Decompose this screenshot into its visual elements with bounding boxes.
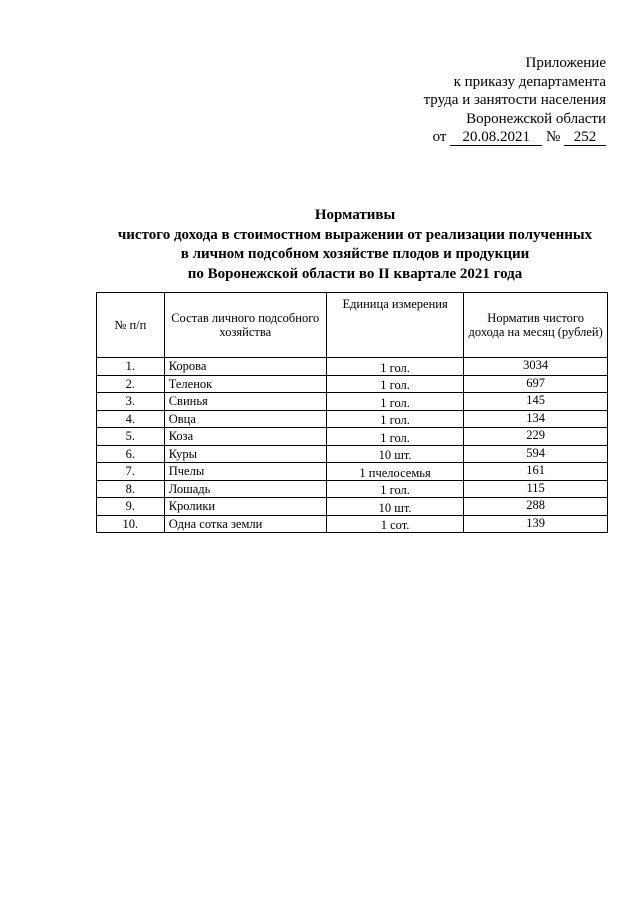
table-row: [97, 375, 608, 393]
row-unit: 1 гол.: [326, 358, 463, 376]
appendix-region: Воронежской области: [466, 110, 606, 127]
row-unit: 10 шт.: [326, 445, 463, 463]
row-number: 9.: [97, 498, 165, 516]
title-line-1: Нормативы: [314, 207, 396, 223]
table-row: [97, 445, 608, 463]
table-row: [97, 393, 608, 411]
title-line-2: чистого дохода в стоимостном выражении от реализации полученных: [117, 226, 593, 243]
row-value: 134: [464, 410, 608, 428]
order-date: 20.08.2021: [450, 129, 542, 146]
row-unit: 1 гол.: [326, 480, 463, 498]
row-value: 3034: [464, 358, 608, 376]
row-number: 5.: [97, 428, 165, 446]
row-value: 115: [464, 480, 608, 498]
header-num-label: № п/п: [114, 318, 147, 332]
row-unit: 1 гол.: [326, 428, 463, 446]
table-row: [97, 515, 608, 533]
table-row: [97, 428, 608, 446]
row-name: Корова: [164, 358, 326, 376]
row-unit: 1 гол.: [326, 375, 463, 393]
row-number: 4.: [97, 410, 165, 428]
row-name: Пчелы: [164, 463, 326, 481]
row-number: 3.: [97, 393, 165, 411]
table-row: [97, 480, 608, 498]
title-line-3: в личном подсобном хозяйстве плодов и продукции: [180, 246, 530, 262]
norms-table: [96, 292, 608, 533]
number-label: №: [545, 129, 561, 145]
appendix-title: Приложение: [525, 55, 606, 71]
table-row: [97, 463, 608, 481]
row-unit: 1 гол.: [326, 393, 463, 411]
header-norm-label: Норматив чистого дохода на месяц (рублей): [468, 311, 603, 339]
appendix-department: труда и занятости населения: [423, 92, 606, 108]
row-value: 161: [464, 463, 608, 481]
order-date-number-line: [346, 128, 606, 147]
appendix-order-ref: к приказу департамента: [453, 73, 606, 90]
row-name: Кролики: [164, 498, 326, 516]
row-unit: 1 гол.: [326, 410, 463, 428]
row-number: 7.: [97, 463, 165, 481]
appendix-block: [346, 54, 606, 147]
row-unit: 1 пчелосемья: [326, 463, 463, 481]
row-value: 288: [464, 498, 608, 516]
row-number: 10.: [97, 515, 165, 533]
row-name: Свинья: [164, 393, 326, 411]
header-name: [164, 293, 326, 358]
header-unit-label: Единица измерения: [342, 297, 448, 311]
row-name: Теленок: [164, 375, 326, 393]
row-value: 139: [464, 515, 608, 533]
header-name-label: Состав личного подсобного хозяйства: [171, 311, 320, 339]
row-number: 2.: [97, 375, 165, 393]
row-name: Одна сотка земли: [164, 515, 326, 533]
table-row: [97, 410, 608, 428]
table-row: [97, 358, 608, 376]
from-label: от: [432, 129, 447, 145]
row-number: 6.: [97, 445, 165, 463]
table-row: [97, 498, 608, 516]
row-value: 697: [464, 375, 608, 393]
row-unit: 1 сот.: [326, 515, 463, 533]
row-number: 1.: [97, 358, 165, 376]
row-value: 229: [464, 428, 608, 446]
table-header-row: [97, 293, 608, 358]
title-line-4: по Воронежской области во II квартале 2021 года: [187, 265, 523, 282]
header-norm: [464, 293, 608, 358]
row-name: Лошадь: [164, 480, 326, 498]
header-unit: [326, 293, 463, 358]
row-number: 8.: [97, 480, 165, 498]
row-value: 145: [464, 393, 608, 411]
row-unit: 10 шт.: [326, 498, 463, 516]
row-name: Коза: [164, 428, 326, 446]
header-num: [97, 293, 165, 358]
document-title: [60, 206, 640, 284]
order-number: 252: [564, 129, 606, 146]
row-value: 594: [464, 445, 608, 463]
row-name: Овца: [164, 410, 326, 428]
row-name: Куры: [164, 445, 326, 463]
